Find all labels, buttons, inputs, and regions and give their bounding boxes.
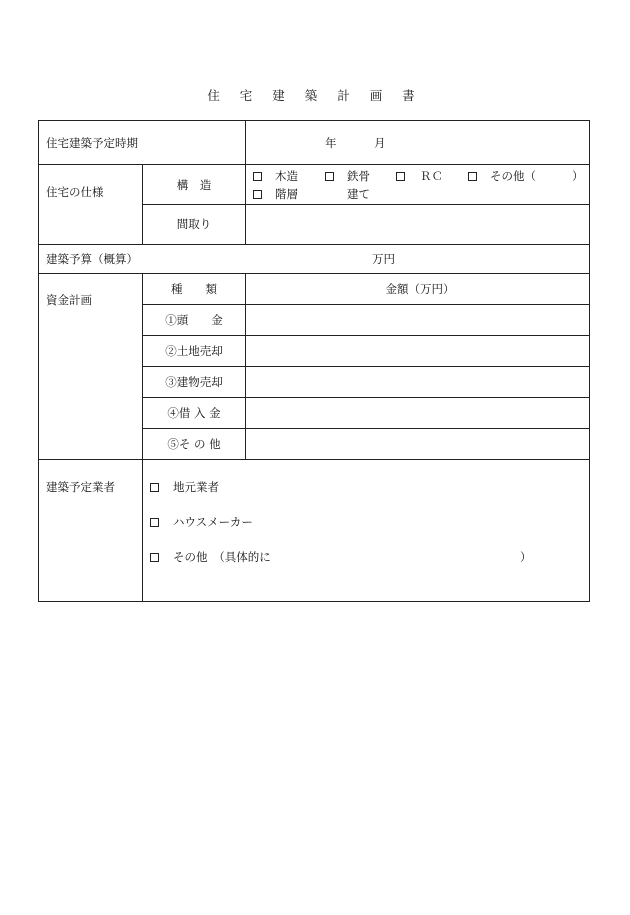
amount-input-down-payment[interactable] [246, 305, 588, 334]
row-divider [39, 273, 589, 274]
rc-checkbox[interactable] [396, 172, 405, 181]
funding-item-building-sale: ③建物売却 [165, 375, 223, 389]
rc-option-label: ＲＣ [420, 169, 443, 183]
layout-input[interactable] [246, 205, 588, 243]
amount-input-other[interactable] [246, 429, 588, 458]
funding-item-other: ⑤そ の 他 [167, 437, 221, 451]
plan-form [38, 120, 590, 602]
housemaker-label: ハウスメーカー [173, 515, 253, 529]
other-structure-label: その他（ [490, 169, 536, 183]
floors-label: 階層 [275, 187, 298, 201]
wood-checkbox[interactable] [253, 172, 262, 181]
amount-input-loan[interactable] [246, 398, 588, 427]
built-label: 建て [347, 187, 370, 201]
budget-label: 建築予算（概算） [46, 252, 138, 266]
spec-label: 住宅の仕様 [46, 185, 104, 199]
steel-option-label: 鉄骨 [347, 169, 370, 183]
steel-checkbox[interactable] [325, 172, 334, 181]
amount-input-building-sale[interactable] [246, 367, 588, 396]
funding-type-header: 種 類 [171, 282, 217, 296]
month-label: 月 [374, 136, 386, 150]
local-builder-checkbox[interactable] [150, 483, 159, 492]
layout-label: 間取り [176, 217, 212, 231]
budget-unit: 万円 [372, 252, 395, 266]
housemaker-checkbox[interactable] [150, 518, 159, 527]
funding-item-down-payment: ①頭 金 [165, 313, 223, 327]
structure-label: 構 造 [176, 178, 212, 192]
funding-item-loan: ④借 入 金 [167, 406, 221, 420]
document-title: 住 宅 建 築 計 画 書 [207, 88, 423, 103]
funding-label: 資金計画 [46, 293, 92, 307]
funding-amount-header: 金額（万円） [385, 282, 455, 296]
other-builder-close: ） [520, 550, 532, 564]
other-builder-checkbox[interactable] [150, 553, 159, 562]
other-structure-checkbox[interactable] [468, 172, 477, 181]
builder-label: 建築予定業者 [46, 480, 115, 494]
column-divider [142, 164, 143, 244]
local-builder-label: 地元業者 [173, 480, 219, 494]
wood-option-label: 木造 [275, 169, 298, 183]
funding-item-land-sale: ②土地売却 [165, 344, 223, 358]
year-label: 年 [325, 136, 337, 150]
row-divider [39, 164, 589, 165]
amount-input-land-sale[interactable] [246, 336, 588, 365]
schedule-label: 住宅建築予定時期 [46, 136, 138, 150]
schedule-input[interactable] [246, 122, 588, 163]
row-divider [39, 459, 589, 460]
other-structure-close: ） [572, 169, 584, 183]
column-divider [142, 273, 143, 601]
other-builder-label: その他 （具体的に [173, 550, 271, 564]
floors-checkbox[interactable] [253, 190, 262, 199]
budget-input[interactable] [143, 245, 363, 272]
